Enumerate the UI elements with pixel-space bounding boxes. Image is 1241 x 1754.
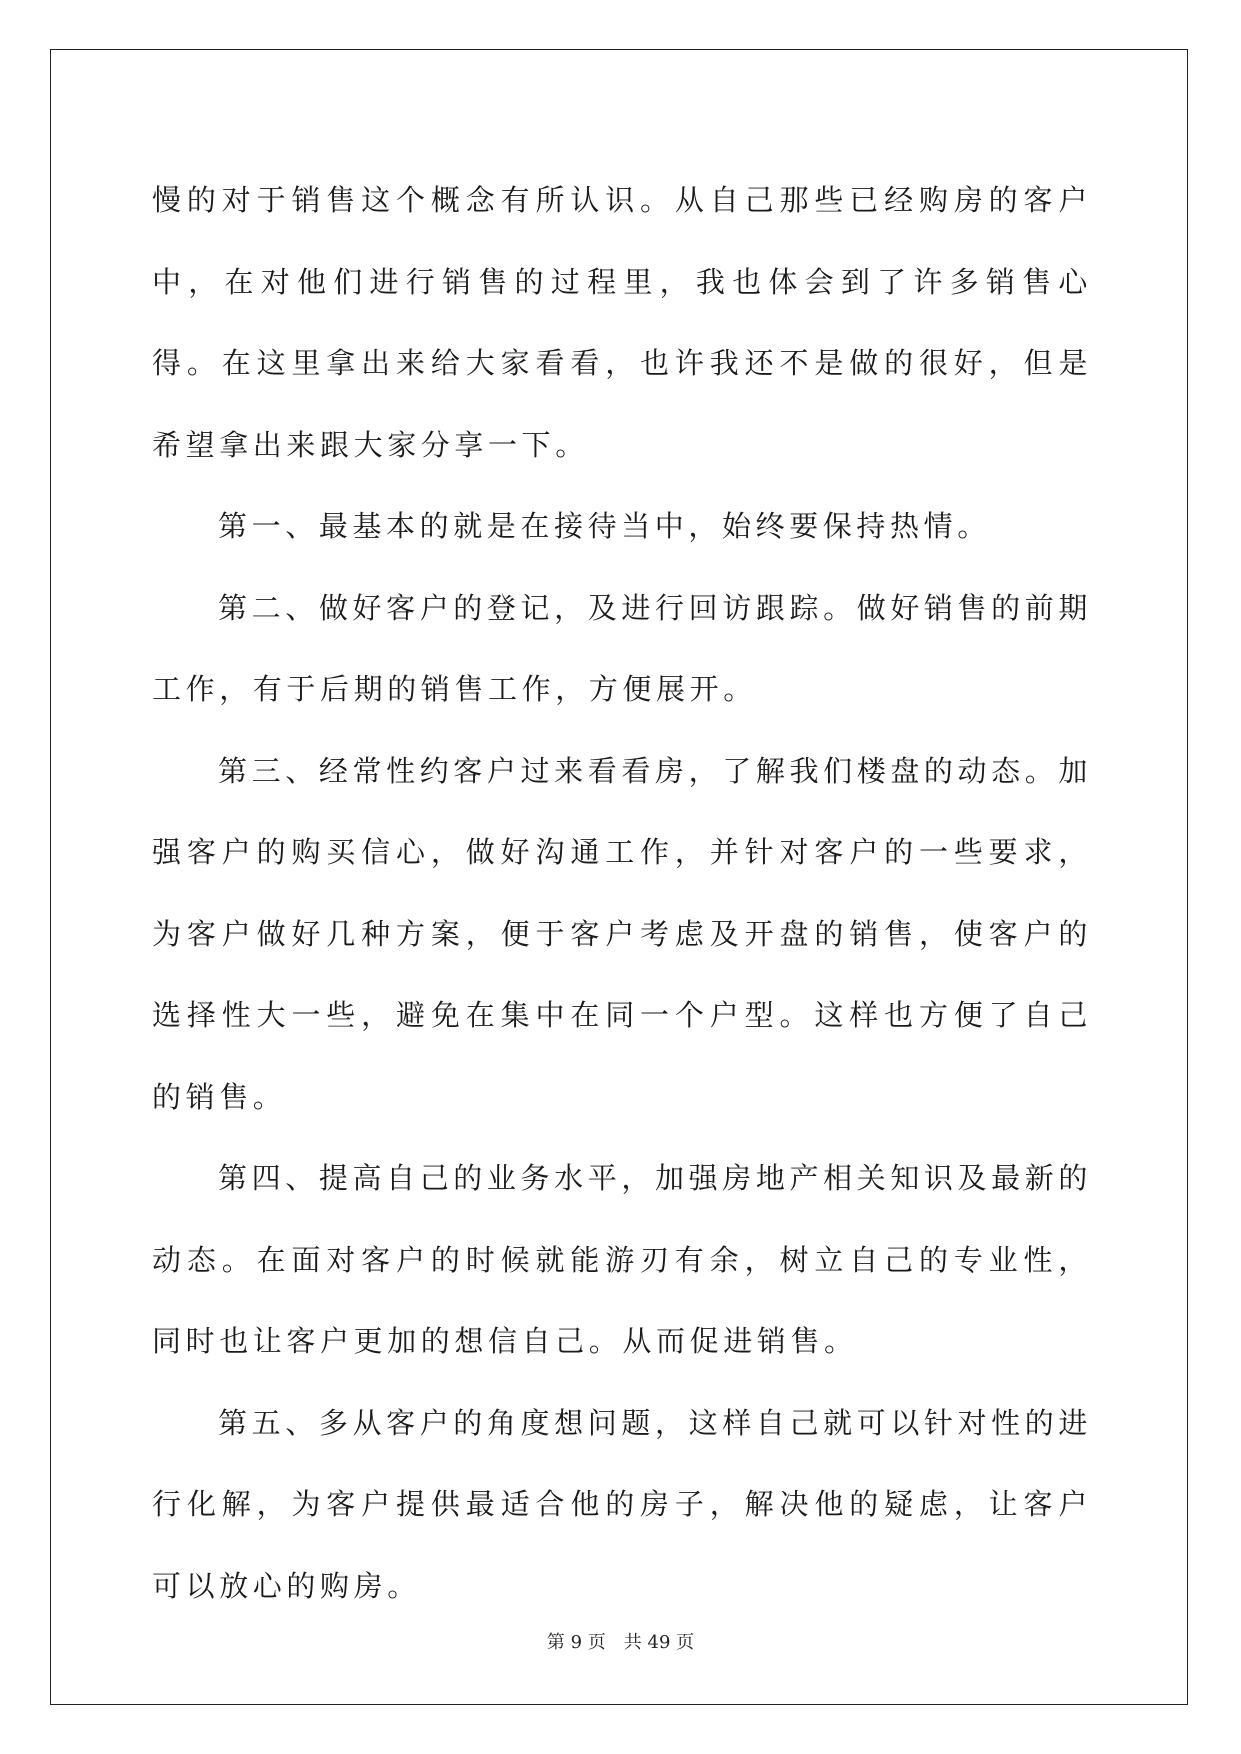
paragraph: 第一、最基本的就是在接待当中，始终要保持热情。	[218, 509, 991, 543]
page-footer	[0, 1628, 1241, 1654]
paragraph: 第三、经常性约客户过来看看房，了解我们楼盘的动态。加强客户的购买信心，做好沟通工作，并针对客户的一些要求，为客户做好几种方案，便于客户考虑及开盘的销售，使客户的选择性大一些，避免在集中在同一个户型。这样也方便了自己的销售。	[152, 753, 1092, 1114]
paragraph: 第四、提高自己的业务水平，加强房地产相关知识及最新的动态。在面对客户的时候就能游刃有余，树立自己的专业性，同时也让客户更加的想信自己。从而促进销售。	[152, 1161, 1092, 1358]
page-number: 第 9 页	[546, 1632, 606, 1653]
paragraph: 第二、做好客户的登记，及进行回访跟踪。做好销售的前期工作，有于后期的销售工作，方便展开。	[152, 590, 1092, 706]
paragraph: 慢的对于销售这个概念有所认识。从自己那些已经购房的客户中，在对他们进行销售的过程里，我也体会到了许多销售心得。在这里拿出来给大家看看，也许我还不是做的很好，但是希望拿出来跟大家分享一下。	[152, 183, 1092, 462]
page-total: 共 49 页	[623, 1632, 695, 1653]
document-body	[152, 160, 1092, 1627]
paragraph: 第五、多从客户的角度想问题，这样自己就可以针对性的进行化解，为客户提供最适合他的房子，解决他的疑虑，让客户可以放心的购房。	[152, 1405, 1092, 1603]
